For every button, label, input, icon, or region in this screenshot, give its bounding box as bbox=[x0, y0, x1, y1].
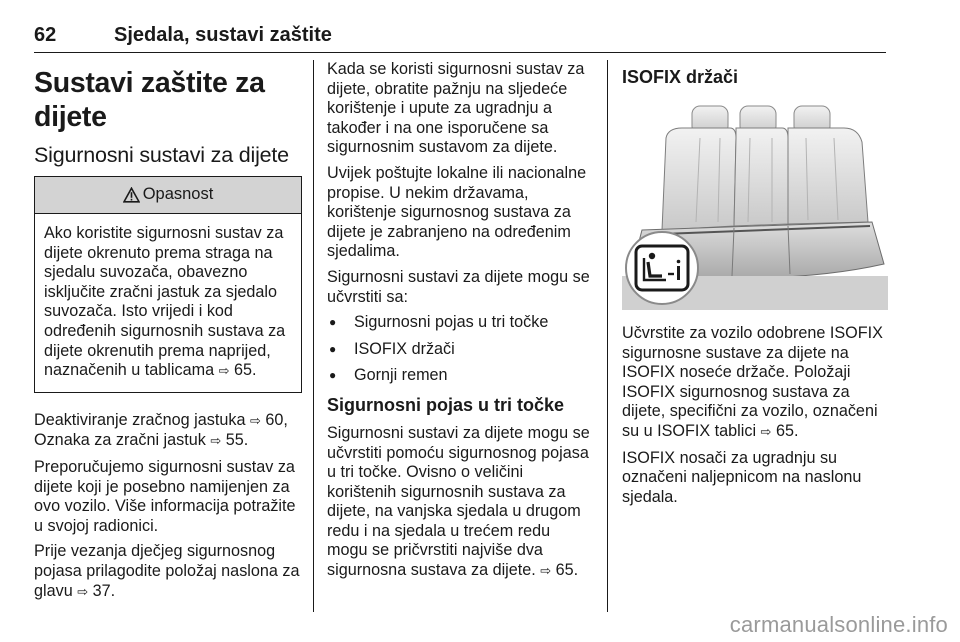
paragraph: Uvijek poštujte lokalne ili nacionalne propise. U nekim državama, korištenje sigurnosnog sustava za dijete je zabranjeno na određenim sjedalima. bbox=[327, 163, 587, 261]
page-ref[interactable]: 65. bbox=[234, 361, 257, 380]
page-ref[interactable]: 65. bbox=[775, 421, 799, 440]
page-ref[interactable]: 55. bbox=[225, 431, 249, 450]
column-3 bbox=[622, 60, 888, 513]
subsection-heading: ISOFIX držači bbox=[622, 67, 739, 87]
paragraph: Preporučujemo sigurnosni sustav za dijete koji je posebno namijenjen za ovo vozilo. Više informacija potražite u svojoj radionici. bbox=[34, 457, 296, 535]
subsection-heading: Sigurnosni sustavi za dijete bbox=[34, 143, 289, 167]
paragraph: Sigurnosni sustavi za dijete mogu se učvrstiti sa: bbox=[327, 267, 590, 306]
warning-body bbox=[35, 214, 301, 392]
watermark-link[interactable]: carmanualsonline.info bbox=[729, 612, 948, 637]
list-item: ● Gornji remen bbox=[327, 366, 595, 386]
running-title: Sjedala, sustavi zaštite bbox=[114, 24, 332, 46]
bullet-list bbox=[327, 313, 595, 386]
page-ref[interactable]: 37. bbox=[92, 581, 116, 600]
list-item: ● Sigurnosni pojas u tri točke bbox=[327, 313, 595, 333]
list-item: ● ISOFIX držači bbox=[327, 340, 595, 360]
paragraph: Kada se koristi sigurnosni sustav za dijete, obratite pažnju na sljedeće korištenje i upute za ugradnju a također i na one isporučene sa sigurnosnim sustavom za dijete. bbox=[327, 60, 585, 157]
page-ref[interactable]: 60, bbox=[265, 410, 288, 429]
subsection-heading: Sigurnosni pojas u tri točke bbox=[327, 394, 565, 415]
isofix-seat-illustration bbox=[622, 98, 888, 310]
warning-triangle-icon bbox=[123, 187, 140, 203]
column-divider bbox=[313, 60, 314, 612]
warning-box bbox=[34, 176, 302, 393]
warning-title: Opasnost bbox=[142, 185, 214, 204]
column-1 bbox=[34, 60, 302, 608]
page-ref-arrow-icon: ⇨ bbox=[760, 424, 772, 440]
paragraph: Učvrstite za vozilo odobrene ISOFIX sigurnosne sustave za dijete na ISOFIX noseće držače. Položaji ISOFIX sigurnosnog sustava za dijete, specifični za vozilo, označeni su u ISOFIX tablici ⇨ 65. bbox=[622, 324, 883, 440]
paragraph: Sigurnosni sustavi za dijete mogu se učvrstiti pomoću sigurnosnog pojasa u tri točke. Ovisno o veličini korištenih sigurnosnih sustava za dijete, na vanjska sjedala u drugom redu i na sjedala u trećem redu mogu se pričvrstiti najviše dva sigurnosna sustava za dijete. ⇨ 65. bbox=[327, 423, 590, 580]
page-header bbox=[34, 6, 886, 53]
warning-title-bar bbox=[35, 177, 301, 214]
paragraph: Prije vezanja dječjeg sigurnosnog pojasa prilagodite položaj naslona za glavu ⇨ 37. bbox=[34, 542, 300, 600]
column-divider bbox=[607, 60, 608, 612]
column-2 bbox=[327, 60, 595, 588]
page-ref-arrow-icon: ⇨ bbox=[218, 364, 230, 380]
section-heading: Sustavi zaštite za dijete bbox=[34, 67, 265, 133]
page-ref-arrow-icon: ⇨ bbox=[249, 413, 261, 429]
paragraph: ISOFIX nosači za ugradnju su označeni naljepnicom na naslonu sjedala. bbox=[622, 448, 862, 506]
page-number: 62 bbox=[34, 24, 57, 46]
warning-text: Ako koristite sigurnosni sustav za dijete okrenuto prema straga na sjedalu suvozača, obavezno isključite zračni jastuk za sjedalo suvozača. Isto vrijedi i kod određenih sigurnosnih sustava za dijete okrenutih prema naprijed, naznačenih u tablicama bbox=[44, 224, 286, 380]
page-ref-arrow-icon: ⇨ bbox=[540, 564, 552, 580]
page-ref[interactable]: 65. bbox=[555, 561, 579, 580]
page-ref-arrow-icon: ⇨ bbox=[210, 434, 222, 450]
paragraph: Deaktiviranje zračnog jastuka ⇨ 60, Oznaka za zračni jastuk ⇨ 55. bbox=[34, 410, 288, 450]
page-ref-arrow-icon: ⇨ bbox=[77, 584, 89, 600]
